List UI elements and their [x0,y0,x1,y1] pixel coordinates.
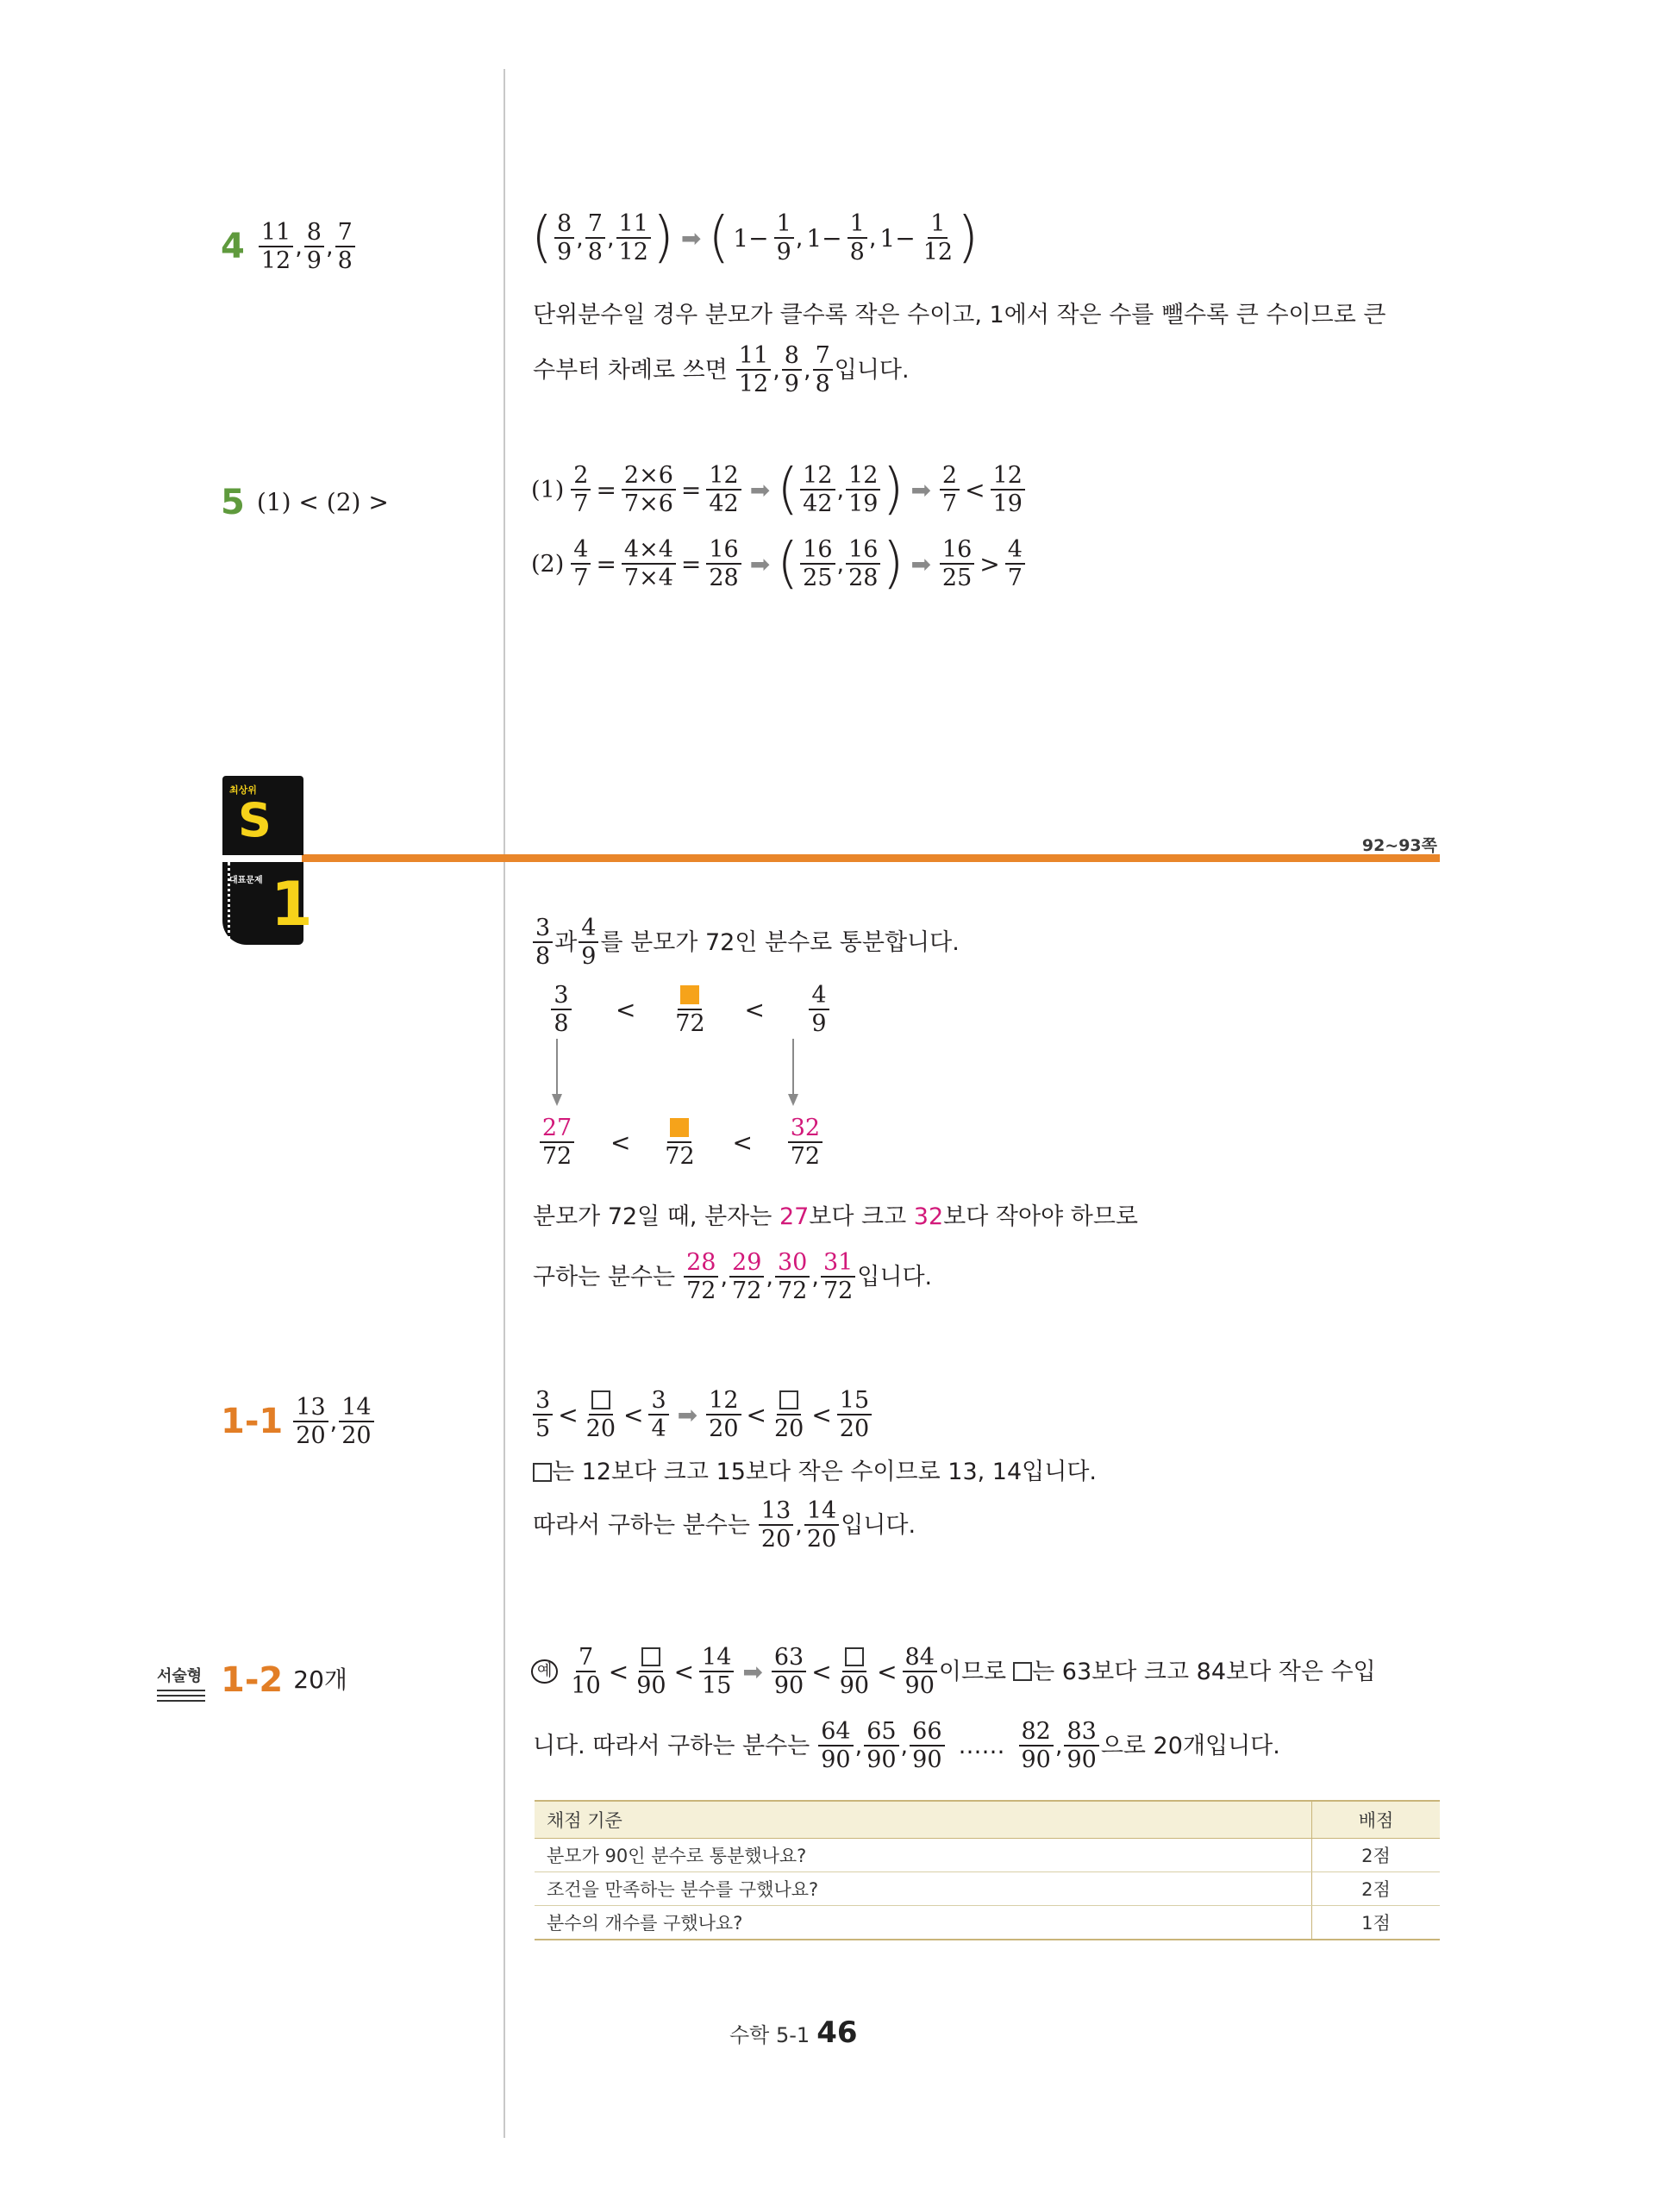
q4-answer: 4 $\frac{11}{12}$ , $\frac{8}{9}$ , $\frac{7}{8}$ [221,220,357,273]
rep-intro: $\frac{3}{8}$ 과 $\frac{4}{9}$ 를 분모가 72인 분수로 통분합니다. [531,915,960,969]
fraction: $\frac{32}{72}$ [784,1115,827,1169]
arrow-right-icon: ➡ [910,475,931,504]
descriptive-badge: 서술형 [157,1664,205,1702]
fraction: $\frac{2}{7}$ [571,463,591,516]
fraction: $\frac{11}{12}$ [616,211,651,265]
scoring-table [535,1800,1440,1940]
fraction: $\frac{64}{90}$ [818,1719,853,1772]
fraction: $\frac{12}{19}$ [846,463,880,516]
q4-number: 4 [221,227,245,267]
arrow-right-icon: ➡ [677,1400,698,1429]
rep-row1: $\frac{3}{8}$ < 72 < $\frac{4}{9}$ [538,983,842,1036]
fraction: $\frac{16}{28}$ [846,537,880,590]
q11-text1: 는 12보다 크고 15보다 작은 수이므로 13, 14입니다. [533,1460,1097,1484]
q5-answer: 5 (1) < (2) > [221,483,389,522]
fraction: $\frac{13}{20}$ [759,1498,793,1552]
fraction: $\frac{4}{7}$ [571,537,591,590]
fraction: $\frac{2\times 6}{7\times 6}$ [622,463,676,516]
fraction: $\frac{63}{90}$ [772,1645,806,1698]
fraction: $\frac{14}{15}$ [699,1645,734,1698]
fraction: $\frac{16}{25}$ [940,537,974,590]
q11-ineq: $\frac{3}{5}$ < 20 < $\frac{3}{4}$ ➡ $\frac{12}{20}$ < 20 < $\frac{15}{20}$ [531,1388,873,1441]
fraction: $\frac{14}{20}$ [804,1498,839,1552]
fraction: $\frac{12}{20}$ [706,1388,741,1441]
fraction: $\frac{84}{90}$ [903,1645,937,1698]
rep-text2: 구하는 분수는 $\frac{28}{72}$ , $\frac{29}{72}$ , $\frac{30}{72}$ , $\frac{31}{72}$ 입니다. [533,1249,933,1305]
q11-text2: 따라서 구하는 분수는 $\frac{13}{20}$ , $\frac{14}{20}$ 입니다. [533,1497,916,1553]
rep-row2: $\frac{27}{72}$ < 72 < $\frac{32}{72}$ [529,1115,829,1169]
criteria-header: 채점 기준 [535,1801,1312,1839]
table-row: 분수의 개수를 구했나요? 1점 [535,1906,1440,1940]
empty-box-icon [779,1390,798,1409]
orange-square-icon [680,985,699,1004]
fraction: $\frac{29}{72}$ [729,1250,764,1303]
fraction: $\frac{1}{8}$ [848,211,867,265]
fraction: $\frac{7}{8}$ [813,343,833,397]
fraction: $\frac{3}{8}$ [533,915,553,969]
arrow-right-icon: ➡ [742,1657,763,1686]
fraction: $\frac{14}{20}$ [339,1395,373,1448]
fraction: 20 [584,1388,618,1441]
example-mark: 예 [531,1659,558,1684]
q5-line2: (2) $\frac{4}{7}$ = $\frac{4\times 4}{7\times 4}$ = $\frac{16}{28}$ ➡ ( $\frac{16}{25}$ , $\frac{16}{28}$ ) ➡ $\frac{16}{25}$ > $\frac{4}{7}$ [531,536,1027,591]
arrow-right-icon: ➡ [910,549,931,578]
fraction: $\frac{12}{42}$ [800,463,835,516]
frac: $\frac{11}{12}$ [259,220,293,273]
fraction: $\frac{11}{12}$ [736,343,771,397]
fraction: $\frac{15}{20}$ [837,1388,872,1441]
q4-text2: 수부터 차례로 쓰면 $\frac{11}{12}$ , $\frac{8}{9}$ , $\frac{7}{8}$ 입니다. [533,342,910,398]
fraction: $\frac{30}{72}$ [775,1250,810,1303]
column-divider [504,69,505,2138]
fraction: 90 [837,1645,872,1698]
q4-text1: 단위분수일 경우 분모가 클수록 작은 수이고, 1에서 작은 수를 뺄수록 큰 수이므로 큰 [533,302,1386,328]
section-logo: 최상위 S 대표문제 1 [222,776,303,948]
empty-box-icon [533,1463,552,1482]
fraction: $\frac{16}{28}$ [706,537,741,590]
fraction: $\frac{1}{9}$ [774,211,794,265]
fraction: $\frac{31}{72}$ [821,1250,855,1303]
section-divider [302,854,1440,862]
q12-line1: 예 $\frac{7}{10}$ < 90 < $\frac{14}{15}$ ➡ $\frac{63}{90}$ < 90 < $\frac{84}{90}$ 이므로 는 63보다 크고 84보다 작은 수입 [531,1645,1376,1698]
fraction: $\frac{28}{72}$ [684,1250,718,1303]
fraction: $\frac{7}{8}$ [585,211,605,265]
q11-answer: 1-1 $\frac{13}{20}$ , $\frac{14}{20}$ [221,1395,376,1448]
fraction: $\frac{13}{20}$ [293,1395,328,1448]
fraction: 20 [772,1388,806,1441]
frac: $\frac{8}{9}$ [304,220,324,273]
arrow-right-icon: ➡ [749,475,771,504]
q12-line2: 니다. 따라서 구하는 분수는 $\frac{64}{90}$ , $\frac{65}{90}$ , $\frac{66}{90}$ …… $\frac{82}{90}$ , $\frac{83}{90}$ 으로 20개입니다. [533,1718,1280,1774]
fraction: $\frac{3}{5}$ [533,1388,553,1441]
rep-text1: 분모가 72일 때, 분자는 27보다 크고 32보다 작아야 하므로 [533,1203,1138,1230]
fraction: $\frac{83}{90}$ [1064,1719,1098,1772]
page-reference: 92~93쪽 [1361,836,1437,855]
q4-line1: ( $\frac{8}{9}$ , $\frac{7}{8}$ , $\frac{11}{12}$ ) ➡ ( 1− $\frac{1}{9}$ , 1− $\frac{1}{8}$ , 1− $\frac{1}{12}$ ) [531,206,979,270]
empty-box-icon [845,1647,864,1666]
fraction: $\frac{12}{42}$ [706,463,741,516]
fraction: $\frac{12}{19}$ [991,463,1025,516]
score-header: 배점 [1312,1801,1441,1839]
fraction: $\frac{8}{9}$ [782,343,802,397]
page-footer: 수학 5-1 46 [729,2015,858,2050]
frac: $\frac{7}{8}$ [335,220,355,273]
fraction: $\frac{82}{90}$ [1019,1719,1054,1772]
fraction: $\frac{4}{9}$ [579,915,598,969]
fraction: $\frac{3}{8}$ [540,983,583,1036]
fraction: $\frac{16}{25}$ [800,537,835,590]
orange-square-icon [670,1118,689,1137]
fraction: 90 [634,1645,668,1698]
fraction: $\frac{27}{72}$ [531,1115,583,1169]
fraction: $\frac{66}{90}$ [910,1719,944,1772]
arrow-right-icon: ➡ [749,549,771,578]
empty-box-icon [1013,1662,1032,1681]
table-row: 조건을 만족하는 분수를 구했나요? 2점 [535,1872,1440,1906]
fraction: $\frac{4}{7}$ [1005,537,1025,590]
down-arrows [543,1039,819,1108]
fraction: $\frac{4}{9}$ [797,983,841,1036]
table-row: 분모가 90인 분수로 통분했나요? 2점 [535,1839,1440,1872]
q12-answer: 1-2 20개 [221,1660,347,1700]
fraction: $\frac{7}{10}$ [571,1644,601,1700]
arrow-right-icon: ➡ [680,223,702,253]
fraction: $\frac{3}{4}$ [648,1388,668,1441]
fraction: $\frac{2}{7}$ [940,463,960,516]
empty-box-icon [641,1647,660,1666]
fraction: $\frac{65}{90}$ [864,1719,898,1772]
fraction: 72 [668,983,711,1036]
fraction: 72 [658,1115,701,1169]
q5-line1: (1) $\frac{2}{7}$ = $\frac{2\times 6}{7\times 6}$ = $\frac{12}{42}$ ➡ ( $\frac{12}{42}$ , $\frac{12}{19}$ ) ➡ $\frac{2}{7}$ < $\frac{12}{19}$ [531,462,1027,517]
fraction: $\frac{8}{9}$ [554,211,574,265]
fraction: $\frac{1}{12}$ [923,209,954,266]
fraction: $\frac{4\times 4}{7\times 4}$ [622,537,676,590]
empty-box-icon [591,1390,610,1409]
